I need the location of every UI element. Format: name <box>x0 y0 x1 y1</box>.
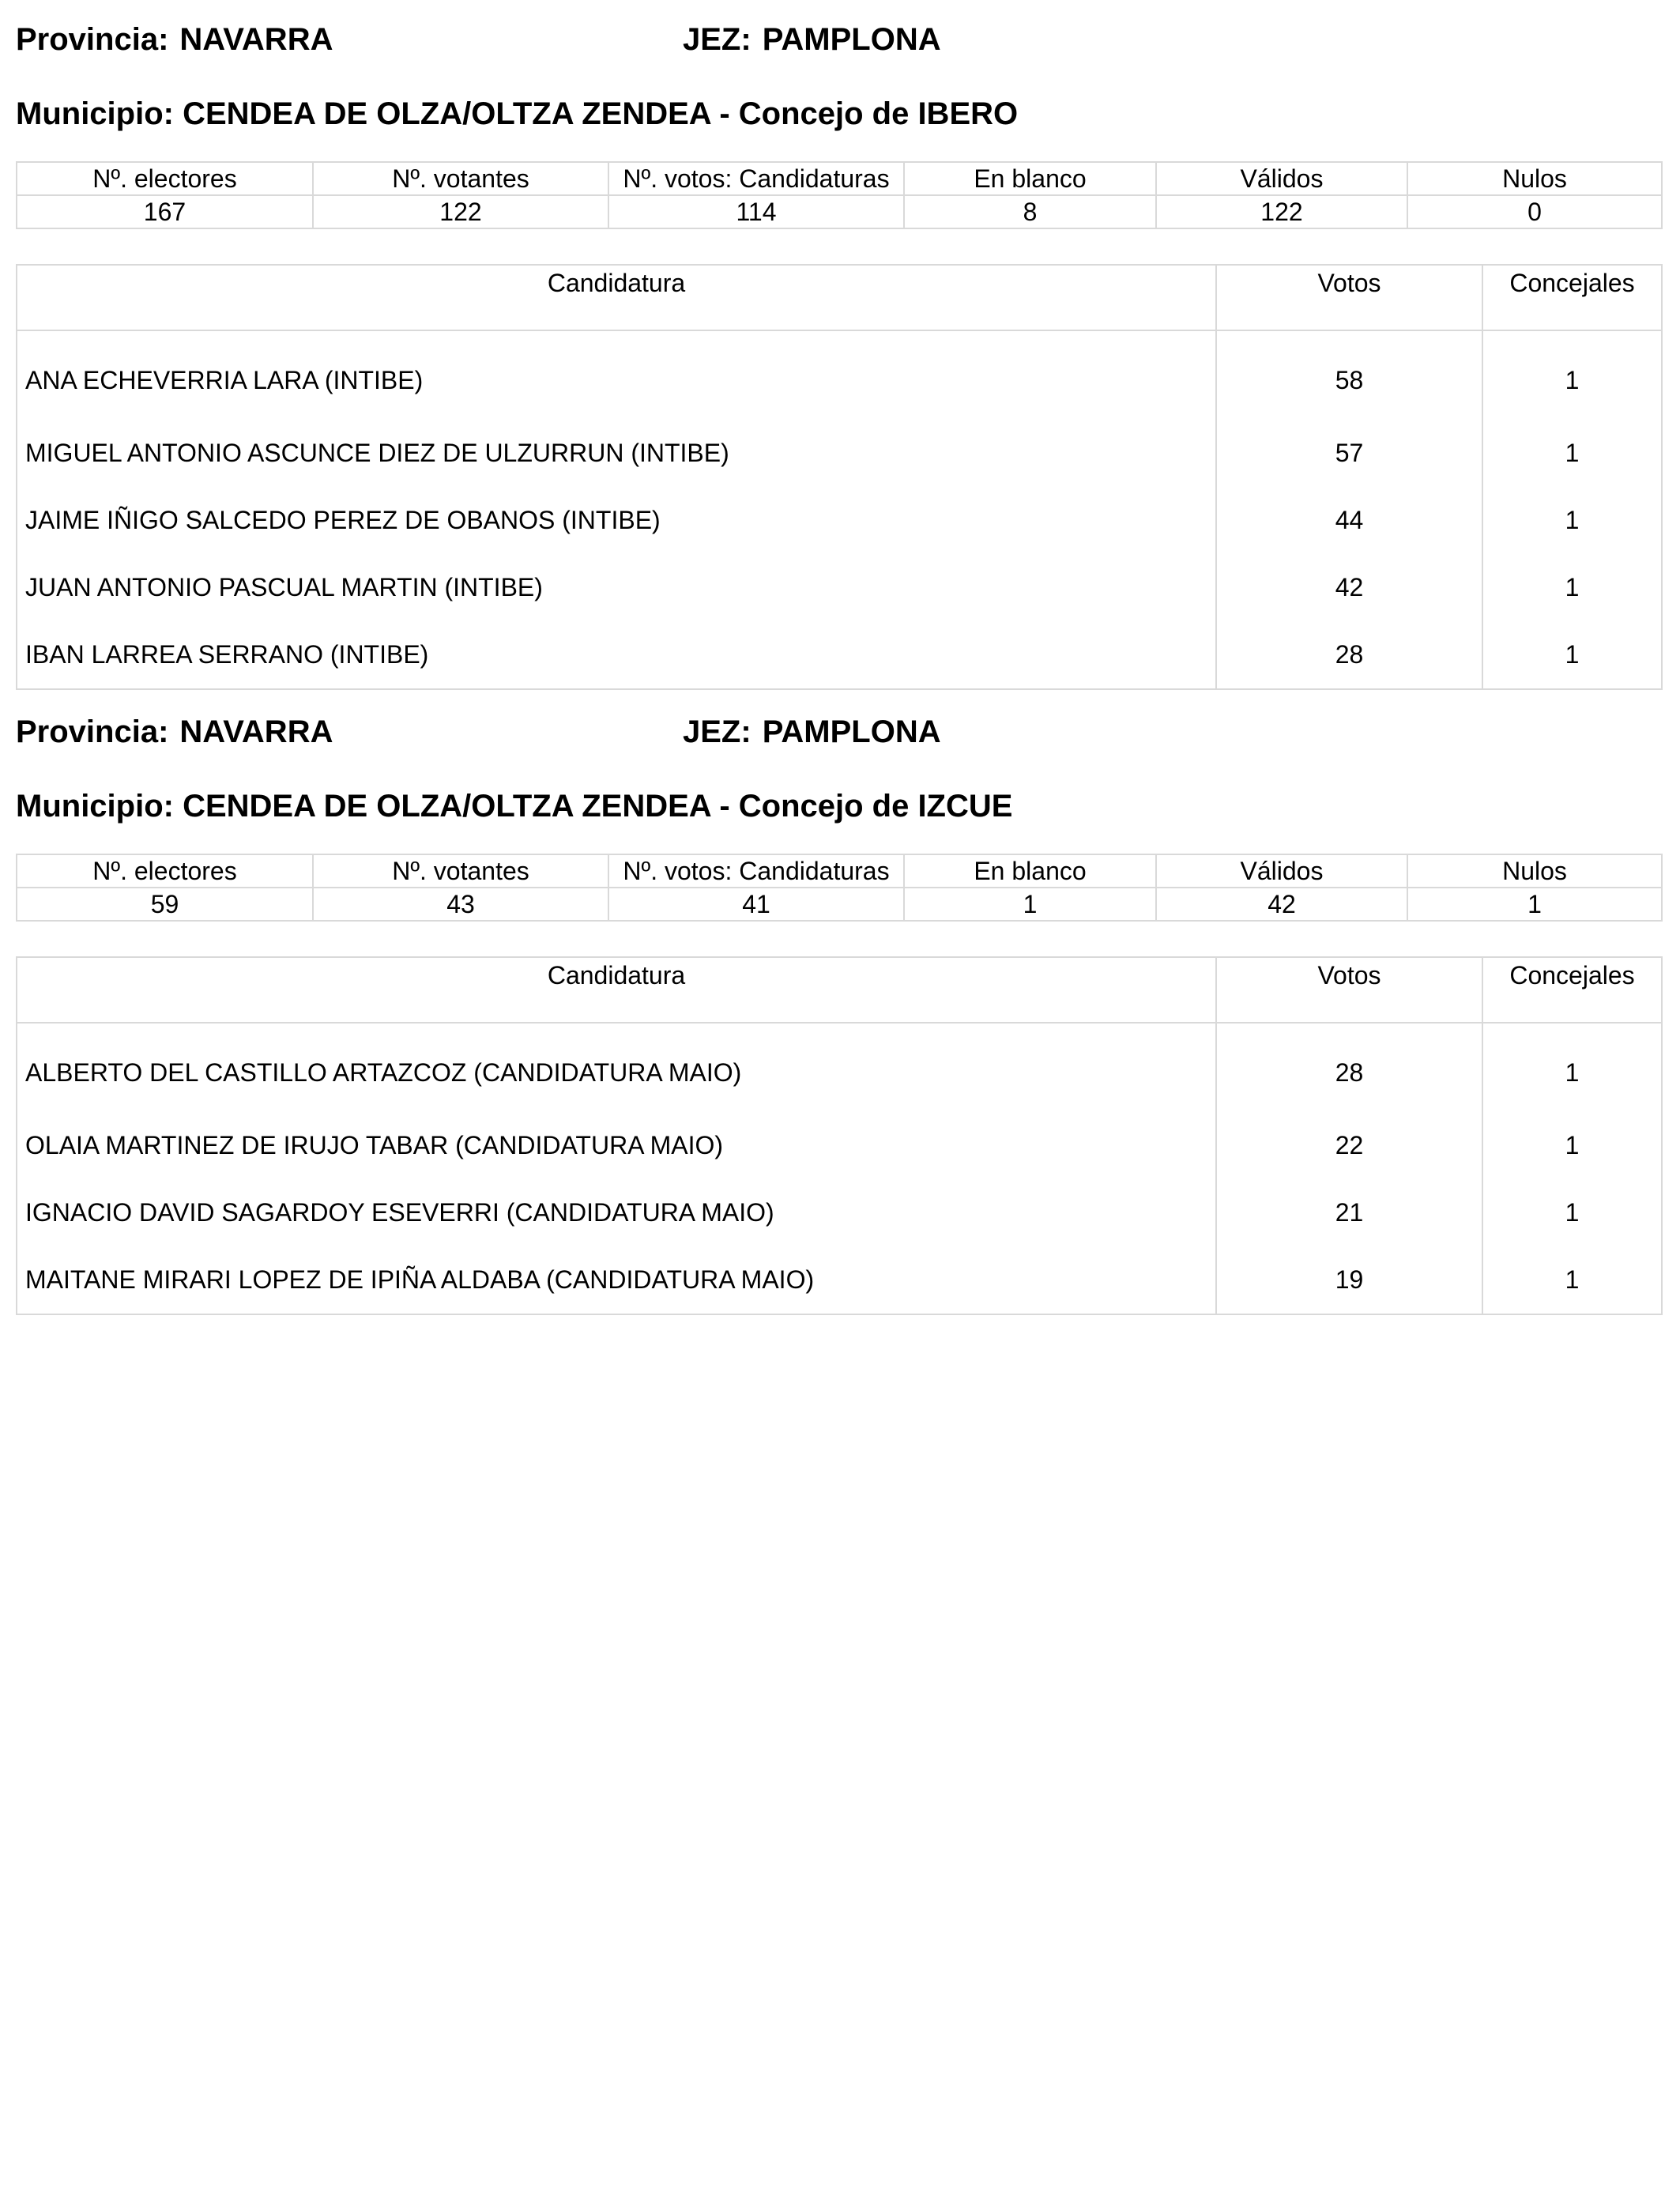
summary-table <box>16 854 1663 922</box>
jez-label: JEZ: <box>683 714 751 749</box>
summary-table <box>16 161 1663 229</box>
candidate-concejales: 1 <box>1482 1112 1662 1179</box>
summary-header-cell: Nº. votantes <box>313 854 608 888</box>
summary-header-cell: Nº. electores <box>17 162 313 195</box>
candidatura-header: Candidatura <box>17 957 1216 1023</box>
candidate-name: ANA ECHEVERRIA LARA (INTIBE) <box>17 330 1216 420</box>
table-row <box>17 1246 1662 1314</box>
table-row <box>17 1179 1662 1246</box>
candidate-concejales: 1 <box>1482 1179 1662 1246</box>
candidate-name: IGNACIO DAVID SAGARDOY ESEVERRI (CANDIDATURA MAIO) <box>17 1179 1216 1246</box>
votos-header: Votos <box>1216 265 1482 330</box>
candidate-name: OLAIA MARTINEZ DE IRUJO TABAR (CANDIDATURA MAIO) <box>17 1112 1216 1179</box>
jez-heading <box>683 708 941 756</box>
summary-header-cell: Nulos <box>1407 162 1662 195</box>
summary-header-cell: Nulos <box>1407 854 1662 888</box>
candidate-name: JUAN ANTONIO PASCUAL MARTIN (INTIBE) <box>17 554 1216 621</box>
summary-header-cell: Válidos <box>1156 854 1407 888</box>
header-row <box>16 708 1661 756</box>
candidate-name: MAITANE MIRARI LOPEZ DE IPIÑA ALDABA (CANDIDATURA MAIO) <box>17 1246 1216 1314</box>
concejales-header: Concejales <box>1482 265 1662 330</box>
summary-value-cell: 122 <box>1156 195 1407 228</box>
provincia-value: NAVARRA <box>179 714 333 749</box>
table-row <box>17 487 1662 554</box>
candidate-votos: 21 <box>1216 1179 1482 1246</box>
jez-value: PAMPLONA <box>762 714 941 749</box>
candidate-concejales: 1 <box>1482 554 1662 621</box>
summary-value-cell: 1 <box>904 888 1156 921</box>
summary-value-cell: 0 <box>1407 195 1662 228</box>
summary-value-cell: 43 <box>313 888 608 921</box>
summary-value-row <box>17 888 1662 921</box>
provincia-label: Provincia: <box>16 22 169 57</box>
candidate-votos: 57 <box>1216 420 1482 487</box>
candidate-concejales: 1 <box>1482 487 1662 554</box>
candidate-concejales: 1 <box>1482 420 1662 487</box>
header-row <box>16 16 1661 63</box>
summary-value-cell: 122 <box>313 195 608 228</box>
candidate-votos: 22 <box>1216 1112 1482 1179</box>
summary-value-cell: 114 <box>608 195 904 228</box>
provincia-value: NAVARRA <box>179 22 333 57</box>
summary-header-cell: Nº. votantes <box>313 162 608 195</box>
candidatura-header: Candidatura <box>17 265 1216 330</box>
votos-header: Votos <box>1216 957 1482 1023</box>
concejales-header: Concejales <box>1482 957 1662 1023</box>
summary-value-cell: 8 <box>904 195 1156 228</box>
jez-value: PAMPLONA <box>762 22 941 57</box>
summary-header-cell: Válidos <box>1156 162 1407 195</box>
municipio-title: Municipio: CENDEA DE OLZA/OLTZA ZENDEA - Concejo de IZCUE <box>16 789 1013 824</box>
candidate-concejales: 1 <box>1482 1246 1662 1314</box>
summary-header-cell: Nº. electores <box>17 854 313 888</box>
summary-header-row <box>17 854 1662 888</box>
candidate-votos: 19 <box>1216 1246 1482 1314</box>
jez-label: JEZ: <box>683 22 751 57</box>
table-row <box>17 1023 1662 1112</box>
candidate-name: JAIME IÑIGO SALCEDO PEREZ DE OBANOS (INTIBE) <box>17 487 1216 554</box>
jez-heading <box>683 16 941 63</box>
candidate-name: IBAN LARREA SERRANO (INTIBE) <box>17 621 1216 689</box>
summary-header-row <box>17 162 1662 195</box>
candidate-votos: 42 <box>1216 554 1482 621</box>
candidate-name: ALBERTO DEL CASTILLO ARTAZCOZ (CANDIDATURA MAIO) <box>17 1023 1216 1112</box>
candidate-votos: 44 <box>1216 487 1482 554</box>
candidate-concejales: 1 <box>1482 621 1662 689</box>
candidate-concejales: 1 <box>1482 1023 1662 1112</box>
candidate-votos: 58 <box>1216 330 1482 420</box>
table-row <box>17 1112 1662 1179</box>
candidate-name: MIGUEL ANTONIO ASCUNCE DIEZ DE ULZURRUN (INTIBE) <box>17 420 1216 487</box>
candidate-votos: 28 <box>1216 621 1482 689</box>
summary-header-cell: En blanco <box>904 854 1156 888</box>
summary-value-row <box>17 195 1662 228</box>
provincia-label: Provincia: <box>16 714 169 749</box>
summary-value-cell: 167 <box>17 195 313 228</box>
candidates-table <box>16 264 1663 690</box>
summary-header-cell: Nº. votos: Candidaturas <box>608 854 904 888</box>
candidate-concejales: 1 <box>1482 330 1662 420</box>
candidate-votos: 28 <box>1216 1023 1482 1112</box>
summary-value-cell: 42 <box>1156 888 1407 921</box>
table-row <box>17 621 1662 689</box>
summary-value-cell: 59 <box>17 888 313 921</box>
provincia-heading <box>16 708 333 756</box>
table-row <box>17 330 1662 420</box>
summary-header-cell: En blanco <box>904 162 1156 195</box>
candidates-header-row <box>17 265 1662 330</box>
summary-value-cell: 1 <box>1407 888 1662 921</box>
provincia-heading <box>16 16 333 63</box>
candidates-table <box>16 956 1663 1315</box>
summary-value-cell: 41 <box>608 888 904 921</box>
municipio-title: Municipio: CENDEA DE OLZA/OLTZA ZENDEA - Concejo de IBERO <box>16 96 1019 131</box>
summary-header-cell: Nº. votos: Candidaturas <box>608 162 904 195</box>
table-row <box>17 554 1662 621</box>
candidates-header-row <box>17 957 1662 1023</box>
table-row <box>17 420 1662 487</box>
